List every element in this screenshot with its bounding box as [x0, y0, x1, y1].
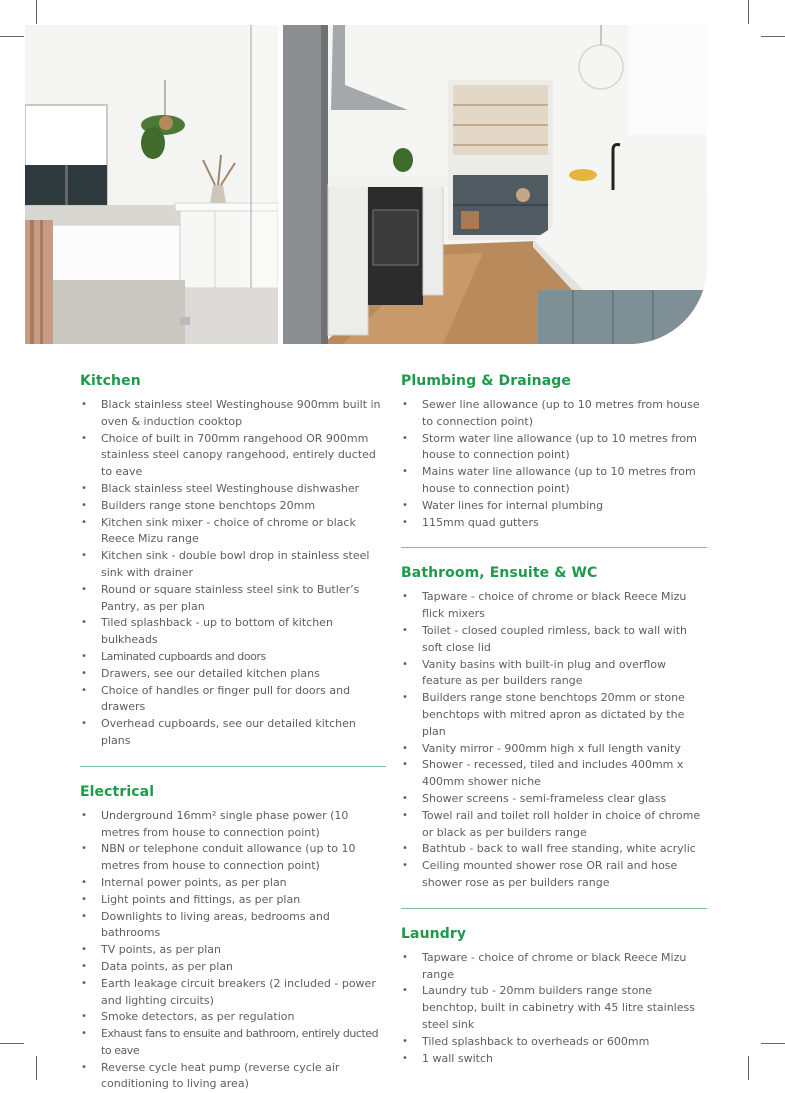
list-item: • Builders range stone benchtops 20mm or stone benchtops with mitred apron as dictated by the plan — [401, 690, 707, 740]
crop-mark — [0, 36, 24, 37]
bathroom-list — [401, 589, 707, 891]
bathroom-photo — [25, 25, 278, 344]
list-item: • Vanity mirror - 900mm high x full length vanity — [401, 741, 707, 758]
list-item: • Vanity basins with built-in plug and overflow feature as per builders range — [401, 657, 707, 691]
bathroom-section — [401, 565, 707, 891]
electrical-list — [80, 808, 386, 1093]
list-item: • Builders range stone benchtops 20mm — [80, 498, 386, 515]
list-item: • Tiled splashback to overheads or 600mm — [401, 1034, 707, 1051]
plumbing-list — [401, 397, 707, 531]
kitchen-list — [80, 397, 386, 750]
crop-mark — [761, 36, 785, 37]
laundry-section — [401, 926, 707, 1068]
kitchen-illustration — [283, 25, 707, 344]
section-divider — [401, 908, 707, 909]
list-item: • Bathtub - back to wall free standing, white acrylic — [401, 841, 707, 858]
crop-mark — [36, 0, 37, 24]
crop-mark — [0, 1043, 24, 1044]
right-column — [401, 373, 707, 1067]
list-item: • Light points and fittings, as per plan — [80, 892, 386, 909]
list-item: • Tapware - choice of chrome or black Reece Mizu flick mixers — [401, 589, 707, 623]
list-item: • Round or square stainless steel sink to Butler’s Pantry, as per plan — [80, 582, 386, 616]
list-item: • Smoke detectors, as per regulation — [80, 1009, 386, 1026]
list-item: • Water lines for internal plumbing — [401, 498, 707, 515]
list-item: • Data points, as per plan — [80, 959, 386, 976]
kitchen-section — [80, 373, 386, 750]
list-item: • Kitchen sink - double bowl drop in stainless steel sink with drainer — [80, 548, 386, 582]
list-item: • Mains water line allowance (up to 10 metres from house to connection point) — [401, 464, 707, 498]
electrical-heading: Electrical — [80, 783, 155, 800]
list-item: • Tapware - choice of chrome or black Reece Mizu range — [401, 950, 707, 984]
list-item: • Toilet - closed coupled rimless, back to wall with soft close lid — [401, 623, 707, 657]
list-item: • Sewer line allowance (up to 10 metres from house to connection point) — [401, 397, 707, 431]
list-item: • Shower - recessed, tiled and includes 400mm x 400mm shower niche — [401, 757, 707, 791]
list-item: • Storm water line allowance (up to 10 metres from house to connection point) — [401, 431, 707, 465]
list-item: • Towel rail and toilet roll holder in choice of chrome or black as per builders range — [401, 808, 707, 842]
left-column — [80, 373, 386, 1093]
list-item: • Reverse cycle heat pump (reverse cycle air conditioning to living area) — [80, 1060, 386, 1093]
list-item: • Overhead cupboards, see our detailed kitchen plans — [80, 716, 386, 750]
crop-mark — [36, 1056, 37, 1080]
list-item: • Kitchen sink mixer - choice of chrome or black Reece Mizu range — [80, 515, 386, 549]
list-item: • 1 wall switch — [401, 1051, 707, 1068]
list-item: • Drawers, see our detailed kitchen plans — [80, 666, 386, 683]
laundry-list — [401, 950, 707, 1068]
section-divider — [401, 547, 707, 548]
list-item: • Laminated cupboards and doors — [80, 649, 386, 666]
bathroom-heading: Bathroom, Ensuite & WC — [401, 565, 598, 582]
plumbing-heading: Plumbing & Drainage — [401, 373, 571, 389]
list-item: • TV points, as per plan — [80, 942, 386, 959]
list-item: • Earth leakage circuit breakers (2 included - power and lighting circuits) — [80, 976, 386, 1010]
list-item: • Internal power points, as per plan — [80, 875, 386, 892]
list-item: • NBN or telephone conduit allowance (up to 10 metres from house to connection point) — [80, 841, 386, 875]
list-item: • Tiled splashback - up to bottom of kitchen bulkheads — [80, 615, 386, 649]
section-divider — [80, 766, 386, 767]
kitchen-photo — [283, 25, 707, 344]
list-item: • Ceiling mounted shower rose OR rail and hose shower rose as per builders range — [401, 858, 707, 892]
laundry-heading: Laundry — [401, 925, 467, 942]
kitchen-heading: Kitchen — [80, 373, 141, 389]
list-item: • Black stainless steel Westinghouse 900mm built in oven & induction cooktop — [80, 397, 386, 431]
plumbing-section — [401, 373, 707, 531]
crop-mark — [748, 0, 749, 24]
list-item: • 115mm quad gutters — [401, 515, 707, 532]
list-item: • Choice of built in 700mm rangehood OR 900mm stainless steel canopy rangehood, entirely ducted to eave — [80, 431, 386, 481]
list-item: • Exhaust fans to ensuite and bathroom, entirely ducted to eave — [80, 1026, 386, 1060]
electrical-section — [80, 784, 386, 1093]
list-item: • Laundry tub - 20mm builders range stone benchtop, built in cabinetry with 45 litre stainless steel sink — [401, 983, 707, 1033]
list-item: • Underground 16mm² single phase power (10 metres from house to connection point) — [80, 808, 386, 842]
list-item: • Shower screens - semi-frameless clear glass — [401, 791, 707, 808]
bathroom-illustration — [25, 25, 278, 344]
list-item: • Choice of handles or finger pull for doors and drawers — [80, 683, 386, 717]
crop-mark — [748, 1056, 749, 1080]
crop-mark — [761, 1043, 785, 1044]
list-item: • Downlights to living areas, bedrooms and bathrooms — [80, 909, 386, 943]
list-item: • Black stainless steel Westinghouse dishwasher — [80, 481, 386, 498]
